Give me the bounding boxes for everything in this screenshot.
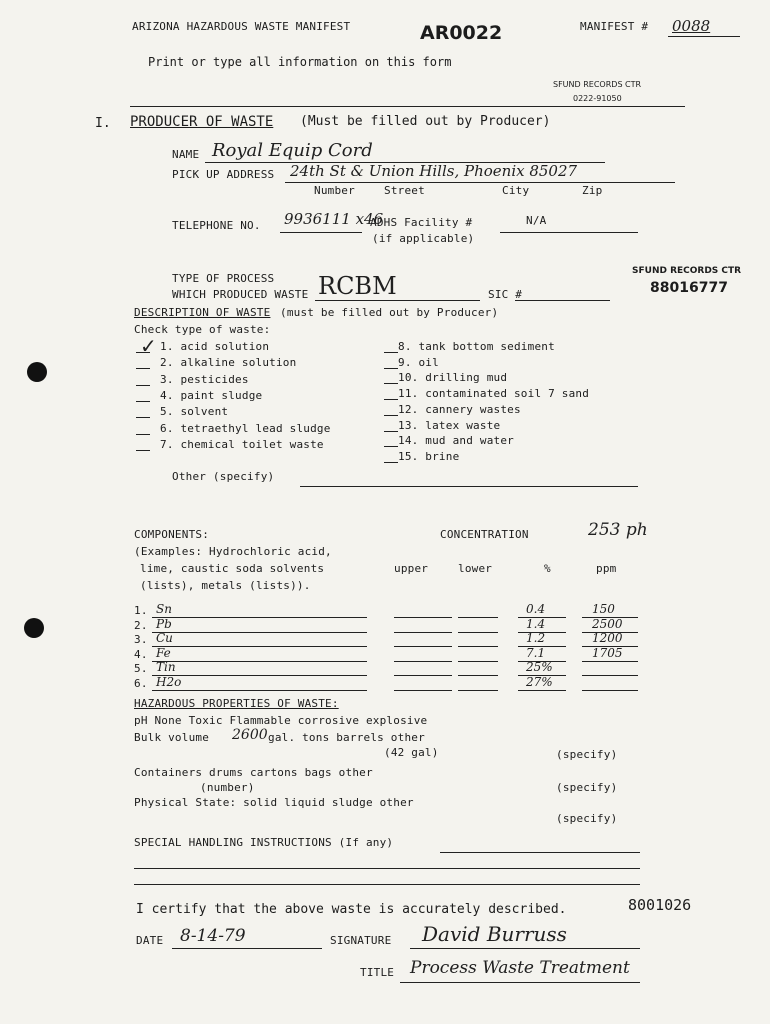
section-roman: I. [95, 116, 111, 131]
sic-label: SIC # [488, 288, 523, 301]
manifest-title: ARIZONA HAZARDOUS WASTE MANIFEST [132, 20, 351, 33]
waste-type-checkbox[interactable] [384, 415, 398, 416]
component-pct: 0.4 [526, 602, 546, 616]
records-stamp-1-number: 0222-91050 [573, 94, 622, 103]
waste-type-checkbox[interactable] [384, 368, 398, 369]
producer-title: PRODUCER OF WASTE [130, 114, 274, 130]
title-label: TITLE [360, 966, 395, 979]
waste-type-item: 7. chemical toilet waste [160, 437, 324, 451]
check-mark: ✓ [140, 334, 157, 358]
waste-type-item: 15. brine [398, 449, 460, 463]
telephone-label: TELEPHONE NO. [172, 219, 261, 232]
date-value: 8-14-79 [180, 926, 246, 946]
doc-number: 8001026 [628, 896, 692, 914]
addr-sub-number: Number [314, 184, 355, 197]
bulk-rest: gal. tons barrels other [268, 731, 425, 744]
waste-type-checkbox[interactable] [136, 450, 150, 451]
component-row-number: 1. [134, 604, 148, 617]
component-pct: 7.1 [526, 645, 546, 660]
waste-type-checkbox[interactable] [136, 352, 150, 353]
component-name: Fe [156, 645, 171, 660]
component-blank[interactable] [582, 690, 638, 691]
component-pct: 1.4 [526, 616, 546, 631]
component-pct: 27% [526, 674, 553, 689]
date-label: DATE [136, 934, 164, 947]
addr-sub-street: Street [384, 184, 425, 197]
records-stamp-1: SFUND RECORDS CTR [553, 80, 642, 89]
description-title: DESCRIPTION OF WASTE [134, 306, 271, 319]
waste-type-item: 4. paint sludge [160, 388, 263, 402]
component-name: H2o [156, 674, 182, 689]
bulk-label: Bulk volume [134, 731, 210, 744]
component-row-number: 2. [134, 618, 148, 632]
component-row-number: 6. [134, 676, 148, 690]
waste-type-checkbox[interactable] [136, 401, 150, 402]
process-value: RCBM [318, 272, 397, 300]
addr-sub-city: City [502, 184, 530, 197]
process-label-1: TYPE OF PROCESS [172, 272, 275, 285]
waste-type-checkbox[interactable] [384, 399, 398, 400]
waste-type-checkbox[interactable] [384, 462, 398, 463]
waste-type-item: 11. contaminated soil 7 sand [398, 387, 590, 401]
address-label: PICK UP ADDRESS [172, 168, 275, 181]
waste-type-checkbox[interactable] [384, 352, 398, 353]
telephone-value: 9936111 x46 [284, 210, 384, 228]
component-blank[interactable] [582, 675, 638, 676]
component-blank[interactable] [458, 661, 498, 662]
component-name: Cu [156, 631, 173, 645]
adhs-value: N/A [526, 214, 547, 227]
other-label: Other (specify) [172, 470, 275, 483]
component-blank[interactable] [394, 661, 452, 662]
component-ppm: 1705 [592, 645, 623, 660]
component-name: Pb [156, 616, 172, 631]
addr-sub-zip: Zip [582, 184, 603, 197]
waste-type-checkbox[interactable] [384, 383, 398, 384]
address-value: 24th St & Union Hills, Phoenix 85027 [290, 162, 578, 180]
component-blank[interactable] [394, 632, 452, 633]
component-blank[interactable] [458, 632, 498, 633]
adhs-note: (if applicable) [372, 232, 475, 245]
component-blank[interactable] [458, 675, 498, 676]
component-blank[interactable] [458, 617, 498, 618]
component-blank[interactable] [394, 646, 452, 647]
component-blank[interactable] [152, 632, 367, 633]
component-blank[interactable] [582, 661, 638, 662]
component-blank[interactable] [458, 690, 498, 691]
component-ppm: 1200 [592, 631, 623, 645]
check-label: Check type of waste: [134, 323, 271, 336]
specify-3: (specify) [556, 812, 618, 825]
col-upper: upper [394, 562, 429, 575]
component-row-number: 4. [134, 647, 148, 661]
hazard-title: HAZARDOUS PROPERTIES OF WASTE: [134, 697, 339, 710]
number-note: (number) [200, 781, 255, 794]
waste-type-item: 10. drilling mud [398, 371, 508, 385]
col-ppm: ppm [596, 562, 617, 575]
signature-value: David Burruss [422, 922, 567, 946]
waste-type-checkbox[interactable] [384, 431, 398, 432]
punch-hole-bottom [24, 618, 44, 638]
component-row-number: 5. [134, 662, 148, 675]
bulk-value: 2600 [232, 727, 268, 743]
waste-type-item: 5. solvent [160, 405, 229, 419]
manifest-number-value: 0088 [672, 17, 711, 35]
waste-type-item: 8. tank bottom sediment [398, 340, 555, 353]
component-ppm: 150 [592, 602, 615, 616]
waste-type-item: 13. latex waste [398, 418, 501, 432]
waste-type-item: 12. cannery wastes [398, 402, 521, 416]
waste-type-checkbox[interactable] [136, 368, 150, 369]
physical-line: Physical State: solid liquid sludge other [134, 796, 414, 809]
special-label: SPECIAL HANDLING INSTRUCTIONS (If any) [134, 836, 394, 849]
name-label: NAME [172, 148, 200, 161]
component-row-number: 3. [134, 633, 148, 646]
waste-type-checkbox[interactable] [384, 446, 398, 447]
signature-label: SIGNATURE [330, 934, 392, 947]
components-title: COMPONENTS: [134, 528, 210, 541]
waste-type-checkbox[interactable] [136, 385, 150, 386]
specify-1: (specify) [556, 748, 618, 761]
component-pct: 1.2 [526, 631, 546, 645]
component-blank[interactable] [152, 617, 367, 618]
waste-type-item: 1. acid solution [160, 340, 270, 353]
waste-type-item: 6. tetraethyl lead sludge [160, 421, 331, 435]
col-pct: % [544, 562, 551, 575]
col-lower: lower [458, 562, 493, 575]
gal-note: (42 gal) [384, 746, 439, 759]
concentration-note: 253 ph [588, 520, 648, 540]
component-blank[interactable] [394, 675, 452, 676]
waste-type-item: 2. alkaline solution [160, 356, 297, 370]
component-blank[interactable] [394, 690, 452, 691]
manifest-code: AR0022 [420, 22, 503, 44]
manifest-number-label: MANIFEST # [580, 20, 649, 33]
component-name: Tin [156, 660, 176, 674]
title-value: Process Waste Treatment [410, 958, 630, 978]
waste-type-checkbox[interactable] [136, 434, 150, 435]
producer-title-note: (Must be filled out by Producer) [300, 114, 551, 129]
waste-type-item: 9. oil [398, 355, 439, 369]
component-blank[interactable] [458, 646, 498, 647]
hazard-line-1: pH None Toxic Flammable corrosive explosive [134, 714, 428, 727]
records-stamp-2: SFUND RECORDS CTR [632, 266, 742, 276]
component-blank[interactable] [152, 675, 367, 676]
components-example-3: (lists), metals (lists)). [140, 579, 311, 592]
name-value: Royal Equip Cord [212, 140, 373, 161]
waste-type-item: 3. pesticides [160, 372, 249, 386]
component-name: Sn [156, 602, 172, 616]
component-blank[interactable] [152, 646, 367, 647]
components-example-1: (Examples: Hydrochloric acid, [134, 545, 332, 558]
component-ppm: 2500 [592, 616, 623, 631]
concentration-label: CONCENTRATION [440, 528, 529, 541]
records-stamp-2-number: 88016777 [650, 280, 728, 296]
punch-hole-top [27, 362, 47, 382]
process-label-2: WHICH PRODUCED WASTE [172, 288, 309, 301]
components-example-2: lime, caustic soda solvents [140, 562, 325, 575]
description-title-note: (must be filled out by Producer) [280, 306, 499, 319]
certify-statement: I certify that the above waste is accurately described. [136, 902, 567, 917]
specify-2: (specify) [556, 781, 618, 794]
adhs-label: ADHS Facility # [370, 216, 473, 229]
containers-line: Containers drums cartons bags other [134, 766, 373, 779]
component-blank[interactable] [152, 690, 367, 691]
component-blank[interactable] [394, 617, 452, 618]
component-blank[interactable] [518, 690, 566, 691]
component-pct: 25% [526, 660, 553, 674]
component-blank[interactable] [152, 661, 367, 662]
waste-type-checkbox[interactable] [136, 417, 150, 418]
print-instruction: Print or type all information on this form [148, 55, 452, 69]
waste-type-item: 14. mud and water [398, 434, 514, 448]
